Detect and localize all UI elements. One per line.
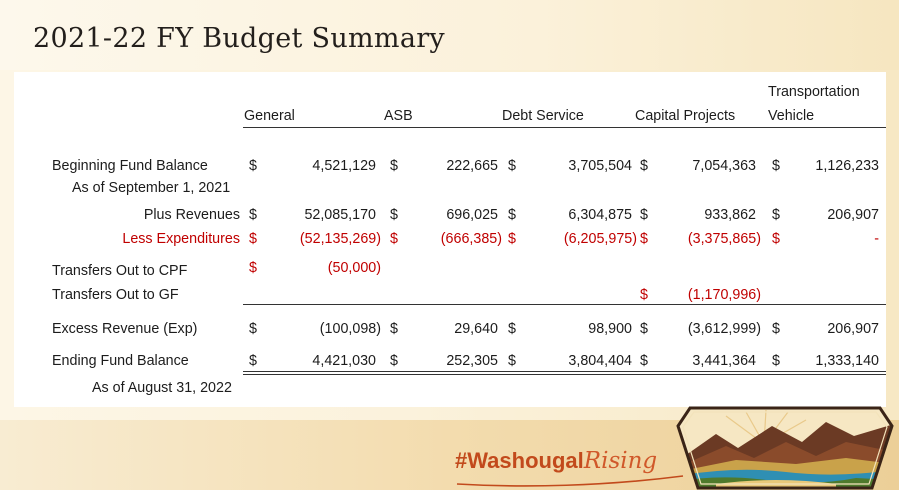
budget-table — [14, 72, 886, 407]
washougal-landscape-logo-icon — [676, 402, 894, 490]
value-excess-asb: 29,640 — [454, 321, 498, 337]
value-excess-debt: 98,900 — [588, 321, 632, 337]
value-beginning-transport: 1,126,233 — [815, 158, 879, 174]
currency-symbol: $ — [772, 321, 780, 337]
swoosh-underline-icon — [455, 474, 685, 488]
value-ending-general: 4,421,030 — [312, 353, 376, 369]
column-header-general: General — [244, 108, 295, 124]
hashtag-prefix: #Washougal — [455, 448, 584, 473]
total-rule-bottom — [243, 374, 886, 375]
currency-symbol: $ — [508, 207, 516, 223]
currency-symbol: $ — [390, 207, 398, 223]
value-beginning-capital: 7,054,363 — [692, 158, 756, 174]
currency-symbol: $ — [508, 353, 516, 369]
row-label-expenditures: Less Expenditures — [122, 231, 240, 247]
value-ending-transport: 1,333,140 — [815, 353, 879, 369]
currency-symbol: $ — [772, 231, 780, 247]
value-revenues-debt: 6,304,875 — [568, 207, 632, 223]
row-label-ending: Ending Fund Balance — [52, 353, 189, 369]
value-revenues-general: 52,085,170 — [304, 207, 376, 223]
currency-symbol: $ — [508, 158, 516, 174]
currency-symbol: $ — [640, 353, 648, 369]
currency-symbol: $ — [390, 231, 398, 247]
value-excess-transport: 206,907 — [827, 321, 879, 337]
value-expenditures-capital: (3,375,865) — [687, 231, 761, 247]
value-transfers-cpf-general: (50,000) — [327, 260, 381, 276]
currency-symbol: $ — [640, 287, 648, 303]
currency-symbol: $ — [249, 321, 257, 337]
currency-symbol: $ — [249, 260, 257, 276]
total-rule-top — [243, 371, 886, 372]
value-revenues-transport: 206,907 — [827, 207, 879, 223]
value-excess-capital: (3,612,999) — [687, 321, 761, 337]
row-sublabel-beginning: As of September 1, 2021 — [72, 180, 231, 196]
hashtag-script: Rising — [583, 448, 658, 474]
value-beginning-asb: 222,665 — [446, 158, 498, 174]
page-title: 2021-22 FY Budget Summary — [33, 23, 445, 54]
value-expenditures-general: (52,135,269) — [299, 231, 381, 247]
currency-symbol: $ — [390, 353, 398, 369]
value-expenditures-debt: (6,205,975) — [563, 231, 637, 247]
currency-symbol: $ — [390, 158, 398, 174]
currency-symbol: $ — [249, 353, 257, 369]
row-label-excess: Excess Revenue (Exp) — [52, 321, 198, 337]
value-transfers-gf-capital: (1,170,996) — [687, 287, 761, 303]
currency-symbol: $ — [640, 231, 648, 247]
row-label-beginning: Beginning Fund Balance — [52, 158, 208, 174]
currency-symbol: $ — [772, 353, 780, 369]
row-label-transfers-cpf: Transfers Out to CPF — [52, 263, 188, 279]
value-ending-asb: 252,305 — [446, 353, 498, 369]
value-revenues-capital: 933,862 — [704, 207, 756, 223]
column-header-asb: ASB — [384, 108, 413, 124]
value-beginning-general: 4,521,129 — [312, 158, 376, 174]
currency-symbol: $ — [640, 158, 648, 174]
value-expenditures-asb: (666,385) — [440, 231, 502, 247]
value-ending-debt: 3,804,404 — [568, 353, 632, 369]
header-rule — [243, 127, 886, 128]
currency-symbol: $ — [640, 207, 648, 223]
column-header-debt-service: Debt Service — [502, 108, 584, 124]
hashtag-brand — [455, 448, 657, 474]
currency-symbol: $ — [508, 321, 516, 337]
row-label-transfers-gf: Transfers Out to GF — [52, 287, 179, 303]
currency-symbol: $ — [249, 158, 257, 174]
currency-symbol: $ — [249, 231, 257, 247]
currency-symbol: $ — [390, 321, 398, 337]
row-sublabel-ending: As of August 31, 2022 — [92, 380, 232, 396]
currency-symbol: $ — [640, 321, 648, 337]
currency-symbol: $ — [772, 207, 780, 223]
currency-symbol: $ — [508, 231, 516, 247]
subtotal-rule — [243, 304, 886, 305]
value-revenues-asb: 696,025 — [446, 207, 498, 223]
value-beginning-debt: 3,705,504 — [568, 158, 632, 174]
value-expenditures-transport: - — [874, 231, 879, 247]
currency-symbol: $ — [772, 158, 780, 174]
column-header-vehicle: Vehicle — [768, 108, 815, 124]
currency-symbol: $ — [249, 207, 257, 223]
value-excess-general: (100,098) — [319, 321, 381, 337]
column-header-capital-projects: Capital Projects — [635, 108, 736, 124]
column-header-transportation: Transportation — [768, 84, 860, 100]
row-label-revenues: Plus Revenues — [143, 207, 240, 223]
value-ending-capital: 3,441,364 — [692, 353, 756, 369]
